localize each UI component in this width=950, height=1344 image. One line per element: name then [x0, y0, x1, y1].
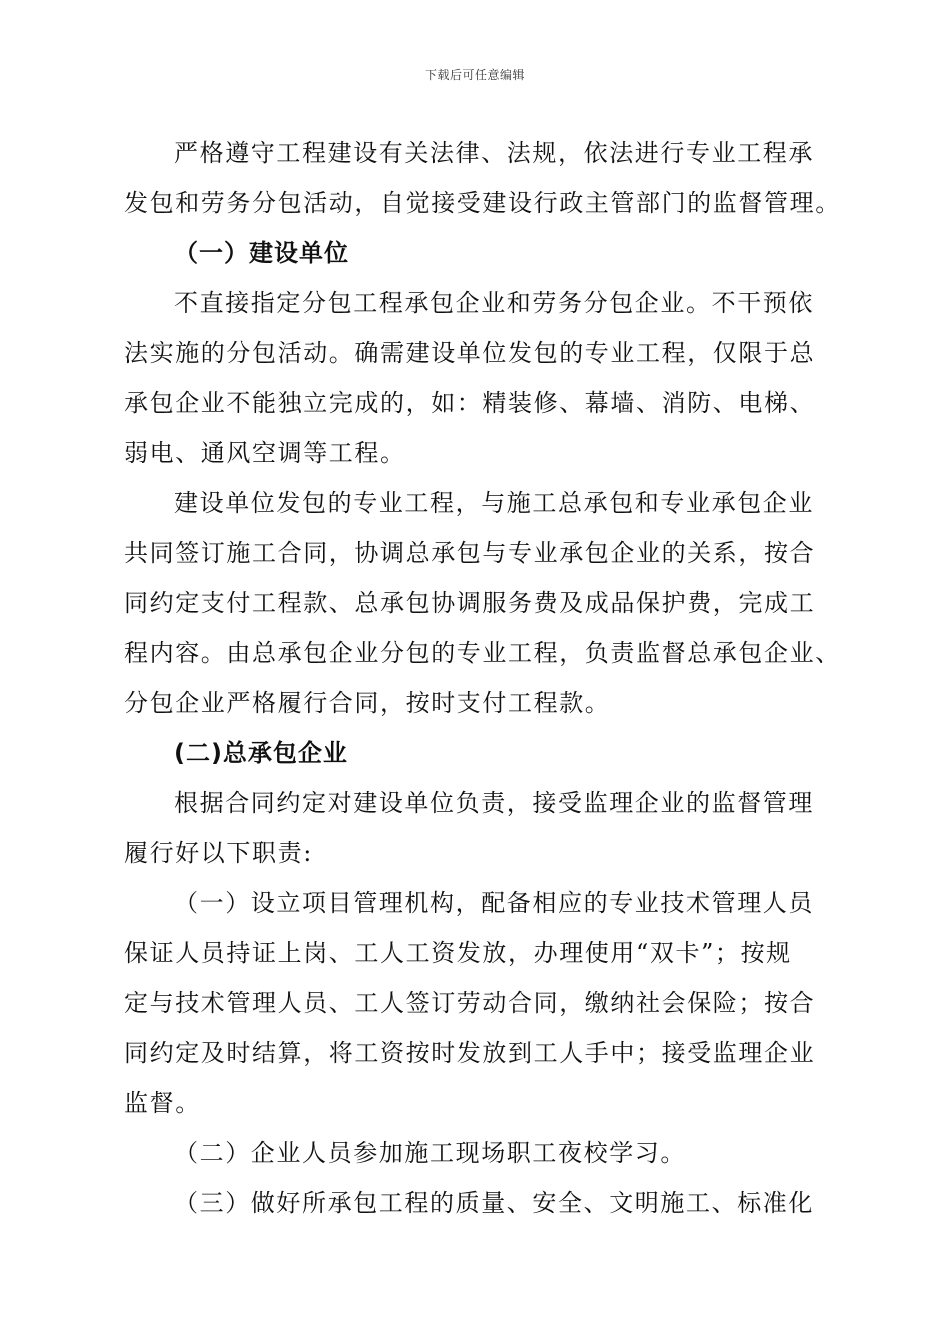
paragraph-line: 弱电、通风空调等工程。 [124, 439, 406, 467]
document-body [124, 128, 841, 1228]
paragraph-line: 法实施的分包活动。确需建设单位发包的专业工程，仅限于总 [124, 339, 816, 367]
paragraph-line: 监督。 [124, 1089, 201, 1117]
paragraph-line: （二）企业人员参加施工现场职工夜校学习。 [174, 1139, 686, 1167]
paragraph-line: 共同签订施工合同，协调总承包与专业承包企业的关系，按合 [124, 539, 816, 567]
paragraph-line: 定与技术管理人员、工人签订劳动合同，缴纳社会保险；按合 [124, 989, 816, 1017]
paragraph-line: 不直接指定分包工程承包企业和劳务分包企业。不干预依 [174, 289, 814, 317]
paragraph-line: 履行好以下职责: [124, 839, 313, 867]
paragraph-line: 发包和劳务分包活动，自觉接受建设行政主管部门的监督管理。 [124, 189, 841, 217]
paragraph-line: 严格遵守工程建设有关法律、法规，依法进行专业工程承 [174, 139, 814, 167]
paragraph-line: 保证人员持证上岗、工人工资发放，办理使用“双卡”；按规 [124, 939, 792, 967]
paragraph-line: 程内容。由总承包企业分包的专业工程，负责监督总承包企业、 [124, 639, 841, 667]
paragraph-line: 分包企业严格履行合同，按时支付工程款。 [124, 689, 611, 717]
paragraph-line: 建设单位发包的专业工程，与施工总承包和专业承包企业 [174, 489, 814, 517]
paragraph-line: 同约定及时结算，将工资按时发放到工人手中；接受监理企业 [124, 1039, 816, 1067]
paragraph-line: 同约定支付工程款、总承包协调服务费及成品保护费，完成工 [124, 589, 816, 617]
section-heading: （一）建设单位 [174, 239, 349, 267]
paragraph-line: 承包企业不能独立完成的，如：精装修、幕墙、消防、电梯、 [124, 389, 816, 417]
paragraph-line: （一）设立项目管理机构，配备相应的专业技术管理人员 [174, 889, 814, 917]
paragraph-line: （三）做好所承包工程的质量、安全、文明施工、标准化 [174, 1189, 814, 1217]
paragraph-line: 根据合同约定对建设单位负责，接受监理企业的监督管理 [174, 789, 814, 817]
section-heading: (二)总承包企业 [174, 739, 348, 767]
page-header: 下载后可任意编辑 [424, 68, 525, 82]
